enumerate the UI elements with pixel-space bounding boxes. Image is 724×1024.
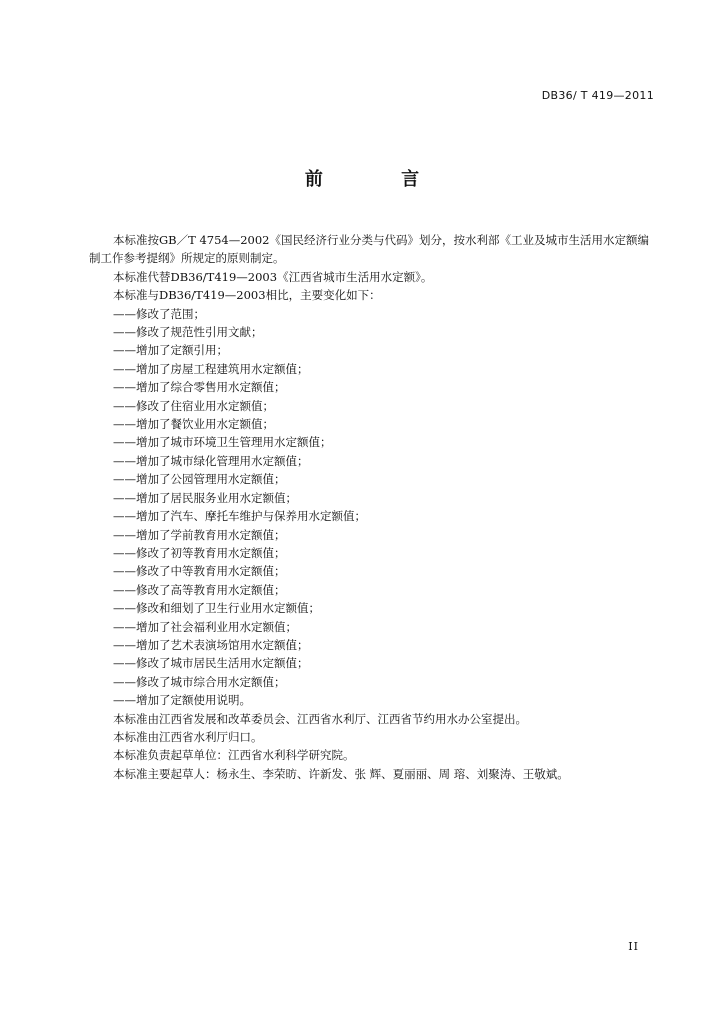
list-item: ——增加了社会福利业用水定额值； <box>113 619 297 634</box>
list-item: ——增加了汽车、摩托车维护与保养用水定额值； <box>113 509 366 524</box>
list-item: ——增加了定额使用说明。 <box>113 693 251 708</box>
list-item: ——修改了高等教育用水定额值； <box>113 582 286 597</box>
list-item: ——增加了餐饮业用水定额值； <box>113 417 274 432</box>
changes-list <box>89 305 649 710</box>
list-item: ——修改了中等教育用水定额值； <box>113 564 286 579</box>
list-item: ——增加了综合零售用水定额值； <box>113 380 286 395</box>
list-item: ——增加了定额引用； <box>113 343 228 358</box>
list-item: ——修改了城市综合用水定额值； <box>113 674 286 689</box>
list-item: ——修改了住宿业用水定额值； <box>113 398 274 413</box>
list-item: ——增加了居民服务业用水定额值； <box>113 490 297 505</box>
list-item: ——修改了初等教育用水定额值； <box>113 545 286 560</box>
list-item: ——增加了公园管理用水定额值； <box>113 472 286 487</box>
list-item: ——修改了范围； <box>113 306 205 321</box>
drafters-paragraph: 本标准主要起草人：杨永生、李荣昉、许新发、张 辉、夏丽丽、周 瑢、刘聚涛、王敬斌。 <box>113 766 569 781</box>
list-item: ——增加了艺术表演场馆用水定额值； <box>113 637 309 652</box>
list-item: ——增加了房屋工程建筑用水定额值； <box>113 361 309 376</box>
changes-intro: 本标准与DB36/T419—2003相比，主要变化如下： <box>113 288 381 303</box>
list-item: ——增加了学前教育用水定额值； <box>113 527 286 542</box>
list-item: ——修改和细划了卫生行业用水定额值； <box>113 601 320 616</box>
page-title: 前 言 <box>304 169 456 190</box>
page-number: II <box>628 940 639 953</box>
list-item: ——修改了规范性引用文献； <box>113 325 263 340</box>
replaces-paragraph: 本标准代替DB36/T419—2003《江西省城市生活用水定额》。 <box>113 269 433 284</box>
intro-paragraph: 本标准按GB／T 4754—2002《国民经济行业分类与代码》划分，按水利部《工业及城市生活用水定额编制工作参考提纲》所规定的原则制定。 <box>89 233 649 266</box>
list-item: ——修改了城市居民生活用水定额值； <box>113 656 309 671</box>
list-item: ——增加了城市环境卫生管理用水定额值； <box>113 435 332 450</box>
managed-by-paragraph: 本标准由江西省水利厅归口。 <box>113 729 263 744</box>
drafting-unit-paragraph: 本标准负责起草单位：江西省水利科学研究院。 <box>113 748 355 763</box>
foreword-body <box>89 231 649 783</box>
proposed-by-paragraph: 本标准由江西省发展和改革委员会、江西省水利厅、江西省节约用水办公室提出。 <box>113 711 527 726</box>
document-code: DB36/ T 419—2011 <box>541 89 654 102</box>
list-item: ——增加了城市绿化管理用水定额值； <box>113 453 309 468</box>
